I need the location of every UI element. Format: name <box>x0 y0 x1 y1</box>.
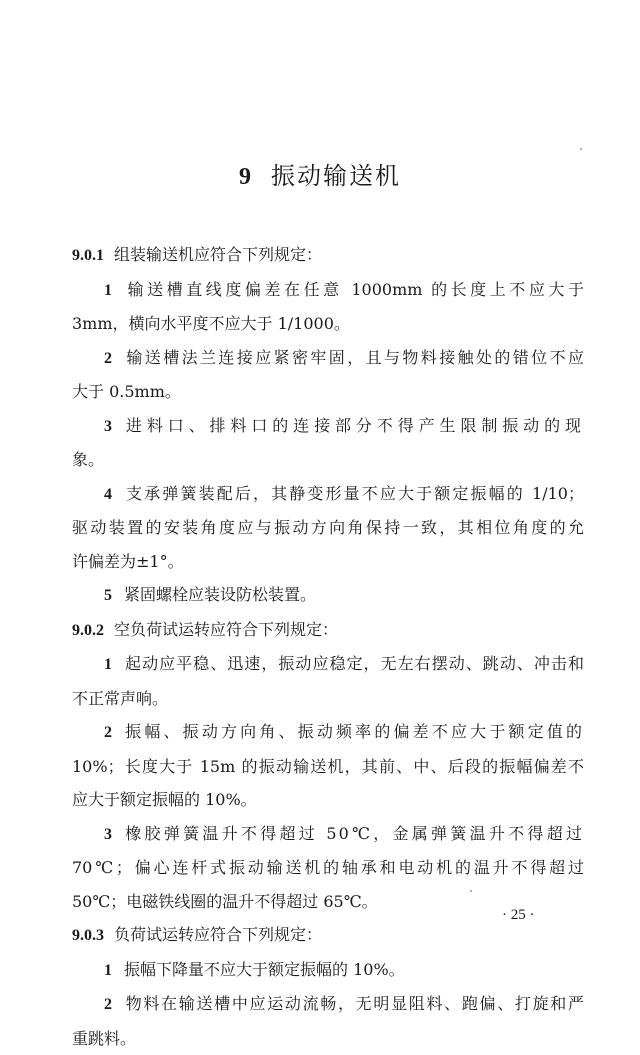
item-text: 进料口、排料口的连接部分不得产生限制振动的现 <box>124 416 584 435</box>
chapter-title <box>0 156 640 191</box>
clause-heading <box>72 613 584 648</box>
item-text-continued: 重跳料。 <box>72 1022 584 1055</box>
clause-number: 9.0.1 <box>72 247 104 264</box>
chapter-number: 9 <box>239 164 253 190</box>
clause-title: 空负荷试运转应符合下列规定： <box>114 620 338 639</box>
item-text-continued: 3mm，横向水平度不应大于 1/1000。 <box>72 307 584 341</box>
item-number: 1 <box>104 656 112 673</box>
item-text: 起动应平稳、迅速，振动应稳定，无左右摆动、跳动、冲击和 <box>124 654 584 673</box>
item-text-continued: 许偏差为±1°。 <box>72 545 584 579</box>
list-item <box>72 409 584 444</box>
item-text-continued: 应大于额定振幅的 10%。 <box>72 783 584 817</box>
item-text: 输送槽法兰连接应紧密牢固，且与物料接触处的错位不应 <box>124 348 584 367</box>
list-item <box>72 953 584 988</box>
list-item <box>72 477 584 512</box>
scan-speck <box>580 148 582 150</box>
item-text: 输送槽直线度偏差在任意 1000mm 的长度上不应大于 <box>124 280 584 299</box>
item-text: 振幅、振动方向角、振动频率的偏差不应大于额定值的 <box>124 722 584 741</box>
item-number: 4 <box>104 486 112 503</box>
list-item <box>72 341 584 376</box>
item-text-continued: 50℃；电磁铁线圈的温升不得超过 65℃。 <box>72 885 584 919</box>
clause-heading <box>72 238 584 273</box>
clause-title: 负荷试运转应符合下列规定： <box>114 925 322 944</box>
item-number: 1 <box>104 282 112 299</box>
item-text-continued: 大于 0.5mm。 <box>72 375 584 409</box>
item-text-continued: 10%；长度大于 15m 的振动输送机，其前、中、后段的振幅偏差不 <box>72 750 584 784</box>
item-number: 2 <box>104 724 112 741</box>
item-text: 振幅下降量不应大于额定振幅的 10%。 <box>124 960 405 979</box>
item-text: 支承弹簧装配后，其静变形量不应大于额定振幅的 1/10； <box>124 484 584 503</box>
list-item <box>72 817 584 852</box>
item-text-continued: 不正常声响。 <box>72 682 584 716</box>
item-text-continued: 驱动装置的安装角度应与振动方向角保持一致，其相位角度的允 <box>72 511 584 545</box>
item-number: 2 <box>104 350 112 367</box>
list-item <box>72 647 584 682</box>
item-number: 3 <box>104 418 112 435</box>
item-text: 紧固螺栓应装设防松装置。 <box>124 585 316 604</box>
item-text: 物料在输送槽中应运动流畅，无明显阻料、跑偏、打旋和严 <box>124 994 584 1013</box>
item-text-continued: 象。 <box>72 443 584 477</box>
chapter-name: 振动输送机 <box>271 162 401 190</box>
clause-number: 9.0.3 <box>72 927 104 944</box>
item-text-continued: 70℃；偏心连杆式振动输送机的轴承和电动机的温升不得超过 <box>72 851 584 885</box>
list-item <box>72 273 584 308</box>
item-text: 橡胶弹簧温升不得超过 50℃，金属弹簧温升不得超过 <box>124 824 584 843</box>
item-number: 3 <box>104 826 112 843</box>
item-number: 5 <box>104 587 112 604</box>
item-number: 2 <box>104 996 112 1013</box>
list-item <box>72 578 584 613</box>
clause-title: 组装输送机应符合下列规定： <box>114 245 322 264</box>
list-item <box>72 987 584 1022</box>
document-body <box>72 238 584 1055</box>
clause-number: 9.0.2 <box>72 622 104 639</box>
item-number: 1 <box>104 962 112 979</box>
page-number: · 25 · <box>502 907 535 924</box>
list-item <box>72 715 584 750</box>
